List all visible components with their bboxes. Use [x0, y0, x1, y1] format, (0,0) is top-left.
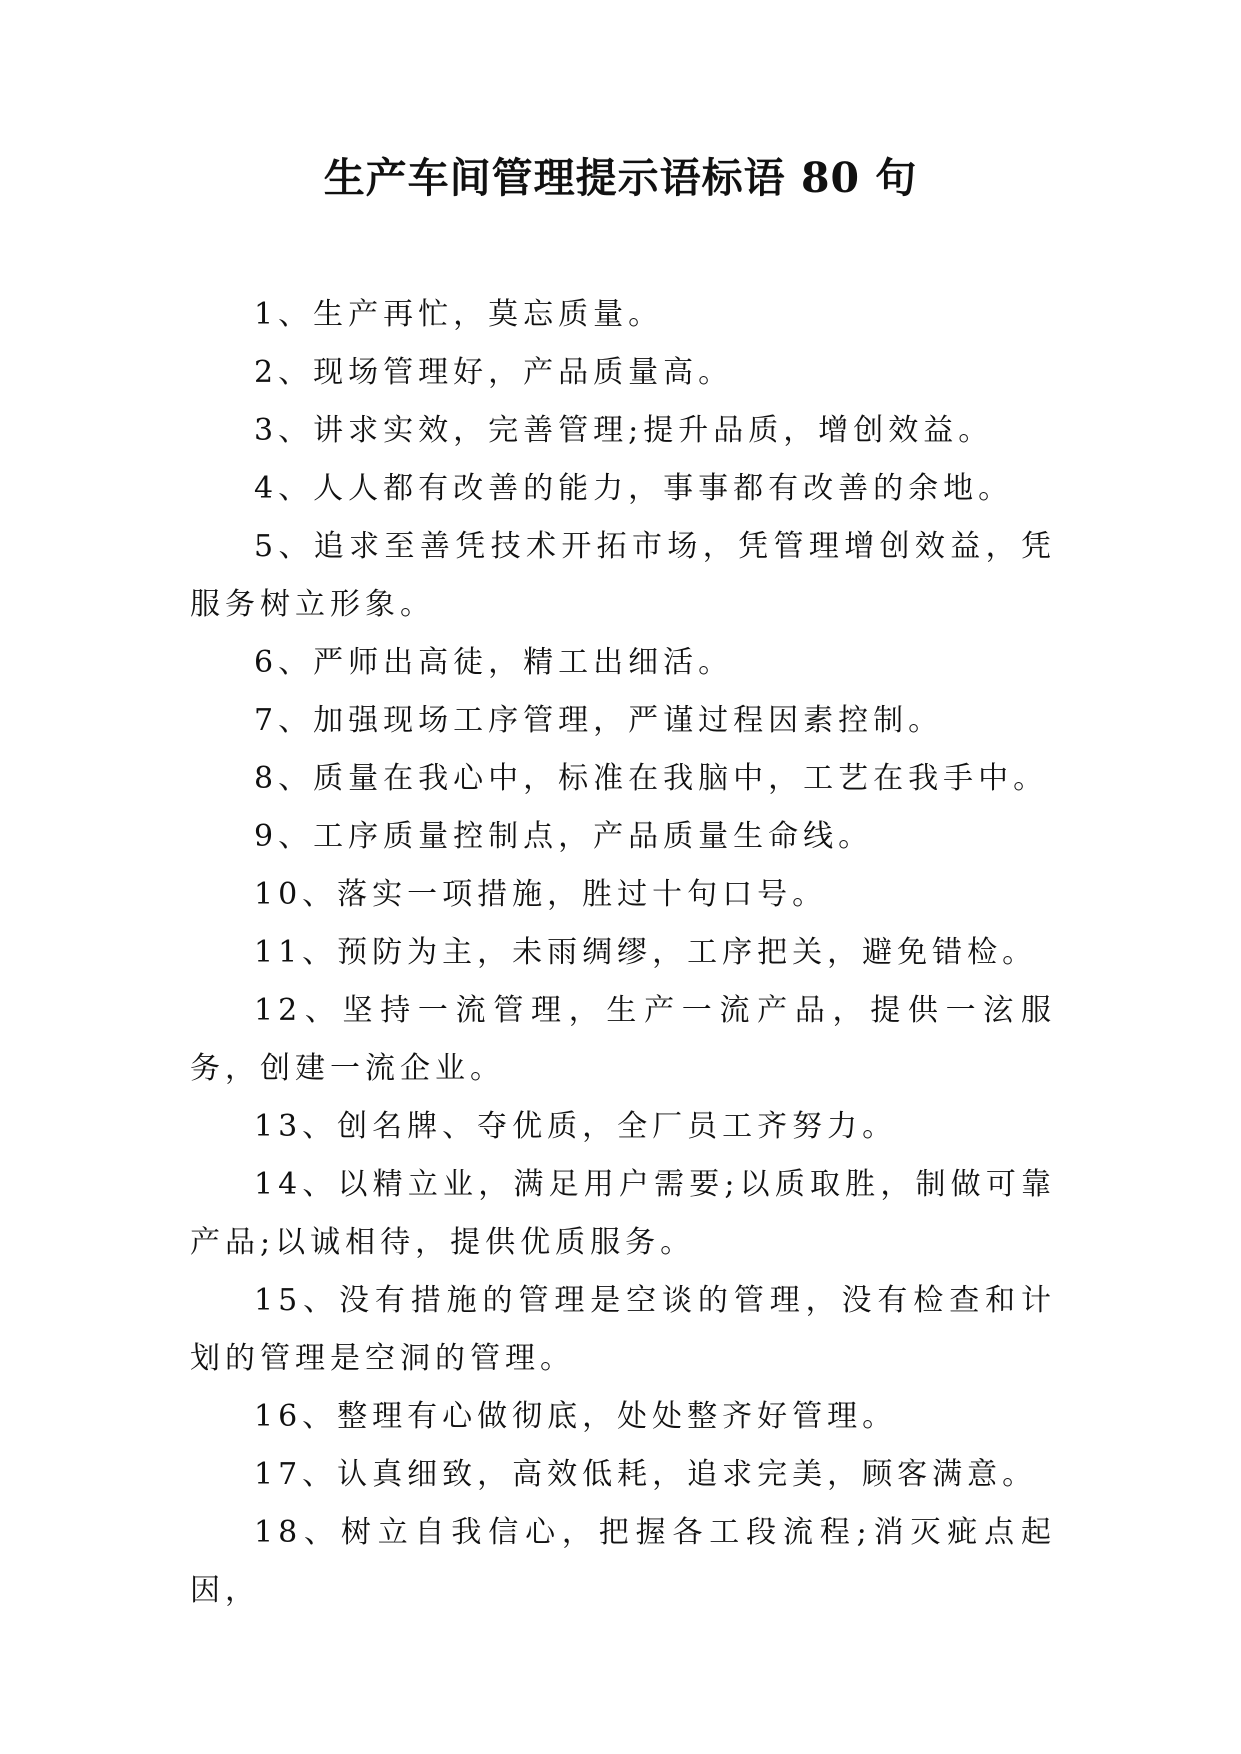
list-item: 15、没有措施的管理是空谈的管理，没有检查和计划的管理是空洞的管理。 [190, 1283, 1056, 1376]
list-item: 8、质量在我心中，标准在我脑中，工艺在我手中。 [254, 761, 1049, 796]
list-item: 7、加强现场工序管理，严谨过程因素控制。 [254, 703, 944, 738]
list-item: 18、树立自我信心，把握各工段流程;消灭疵点起因， [190, 1515, 1056, 1608]
list-item: 13、创名牌、夺优质，全厂员工齐努力。 [254, 1109, 898, 1144]
list-item: 10、落实一项措施，胜过十句口号。 [254, 877, 828, 912]
list-item: 9、工序质量控制点，产品质量生命线。 [254, 819, 874, 854]
document-title: 生产车间管理提示语标语 80 句 [323, 154, 918, 202]
list-item: 4、人人都有改善的能力，事事都有改善的余地。 [254, 471, 1014, 506]
list-item: 1、生产再忙，莫忘质量。 [254, 297, 664, 332]
list-item: 3、讲求实效，完善管理;提升品质，增创效益。 [254, 413, 994, 448]
list-item: 5、追求至善凭技术开拓市场，凭管理增创效益，凭服务树立形象。 [190, 529, 1056, 622]
list-item: 14、以精立业，满足用户需要;以质取胜，制做可靠产品;以诚相待，提供优质服务。 [190, 1167, 1056, 1260]
list-item: 17、认真细致，高效低耗，追求完美，顾客满意。 [254, 1457, 1038, 1492]
list-item: 12、坚持一流管理，生产一流产品，提供一泫服务，创建一流企业。 [190, 993, 1056, 1086]
list-item: 11、预防为主，未雨绸缪，工序把关，避免错检。 [254, 935, 1038, 970]
list-item: 2、现场管理好，产品质量高。 [254, 355, 734, 390]
slogan-list [190, 286, 1056, 1620]
list-item: 6、严师出高徒，精工出细活。 [254, 645, 734, 680]
list-item: 16、整理有心做彻底，处处整齐好管理。 [254, 1399, 898, 1434]
